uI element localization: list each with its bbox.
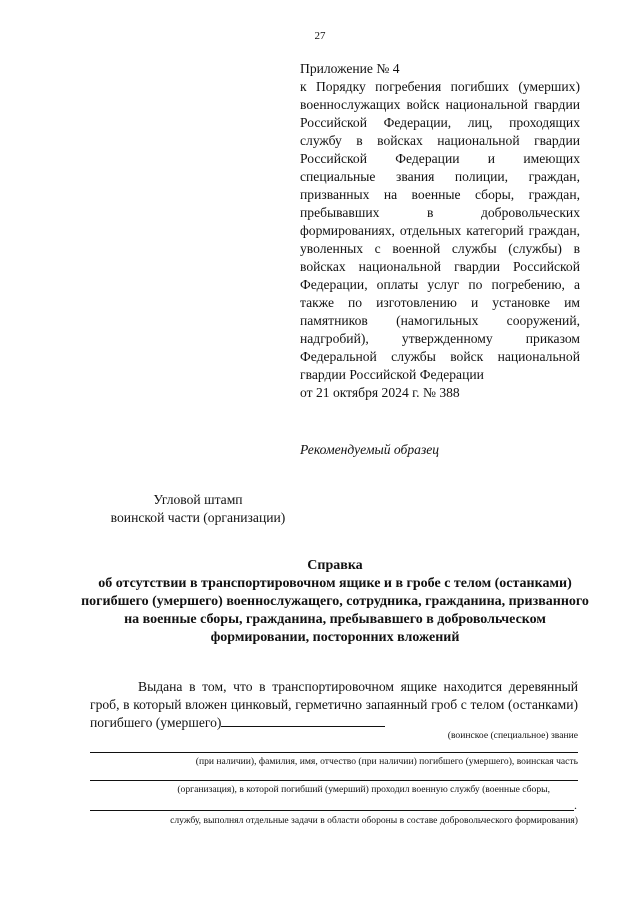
fill-line-1 — [90, 752, 578, 753]
fill-line-2 — [90, 780, 578, 781]
stamp-line-1: Угловой штамп — [153, 492, 243, 507]
appendix-title: Приложение № 4 — [300, 61, 400, 76]
page-number: 27 — [314, 30, 326, 42]
fill-line-3 — [90, 810, 574, 811]
caption-organization: (организация), в которой погибший (умерший) проходил военную службу (военные сборы, — [177, 784, 550, 795]
rank-fill-line — [221, 714, 385, 727]
appendix-block — [300, 60, 580, 402]
document-body — [90, 678, 578, 732]
corner-stamp — [92, 491, 304, 527]
body-paragraph-text: Выдана в том, что в транспортировочном ящике находится деревянный гроб, в который вложен цинковый, герметично запаянный гроб с телом (останками) погибшего (умершего) — [90, 679, 578, 730]
caption-service: службу, выполнял отдельные задачи в области обороны в составе добровольческого формирования) — [170, 815, 578, 826]
document-heading — [75, 557, 595, 647]
appendix-date: от 21 октября 2024 г. № 388 — [300, 385, 460, 400]
line-end-dot: . — [574, 798, 577, 812]
body-paragraph — [90, 678, 578, 732]
caption-name: (при наличии), фамилия, имя, отчество (при наличии) погибшего (умершего), воинская часть — [195, 756, 578, 767]
caption-rank: (воинское (специальное) звание — [447, 730, 578, 741]
document-title: Справка — [307, 558, 363, 573]
appendix-text: к Порядку погребения погибших (умерших) военнослужащих войск национальной гвардии Российской Федерации, лиц, проходящих службу в войсках национальной гвардии Российской Федерации и имеющих специальные звания полиции, граждан, призванных на военные сборы, граждан, пребывавших в добровольческих формированиях, отдельных категорий граждан, уволенных с военной службы (службы) в войсках национальной гвардии Российской Федерации, оплаты услуг по погребению, а также по изготовлению и установке им памятников (намогильных сооружений, надгробий), утвержденному приказом Федеральной службы войск национальной гвардии Российской Федерации — [300, 79, 580, 382]
document-subtitle: об отсутствии в транспортировочном ящике и в гробе с телом (останками) погибшего (умершего) военнослужащего, сотрудника, гражданина, призванного на военные сборы, гражданина, пребывавшего в добровольческом формировании, посторонних вложений — [81, 576, 589, 645]
stamp-line-2: воинской части (организации) — [110, 510, 286, 525]
sample-label: Рекомендуемый образец — [300, 442, 440, 457]
